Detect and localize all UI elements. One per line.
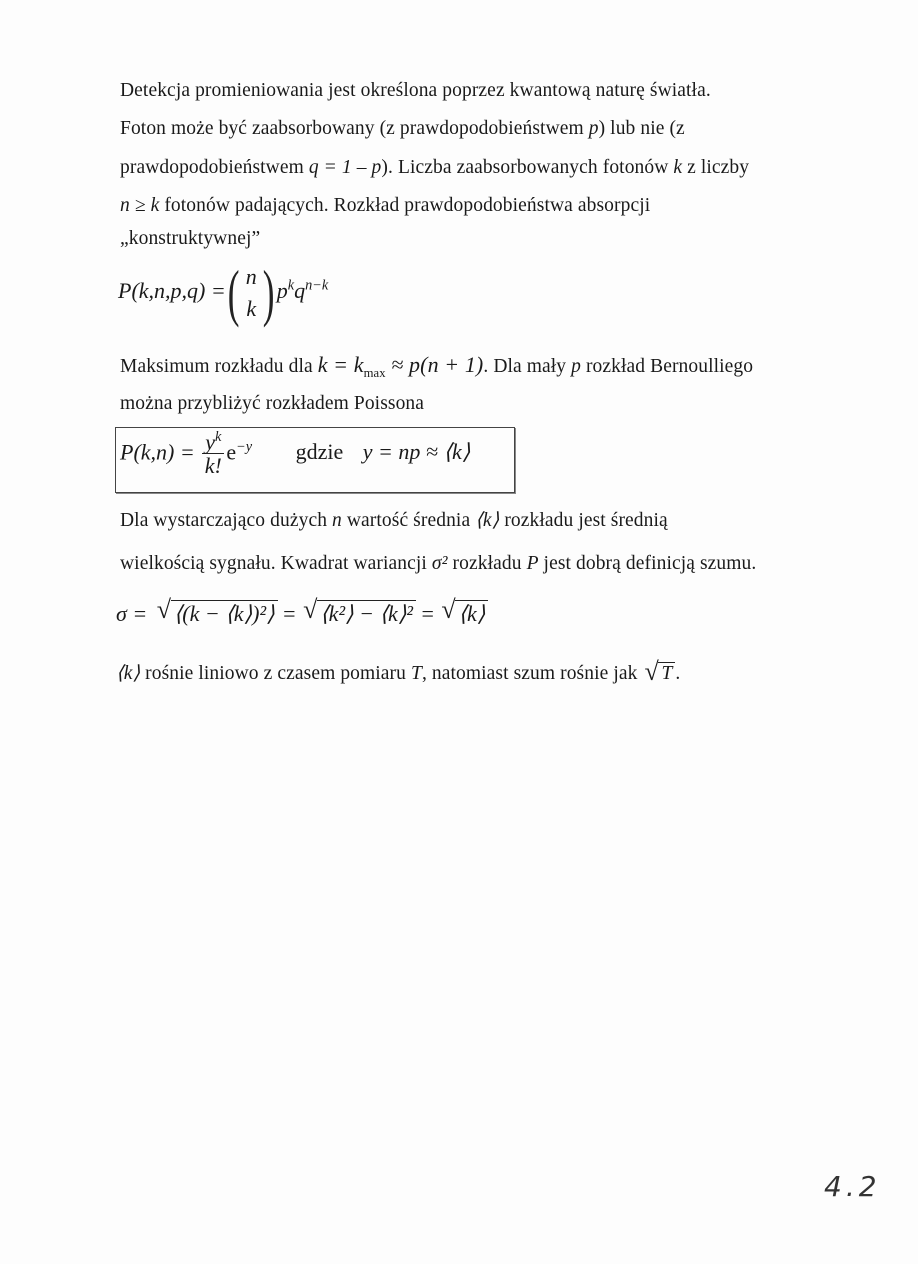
equation-sigma [116, 600, 488, 627]
fraction [202, 430, 224, 479]
text-line-7 [120, 393, 424, 415]
eq-rhs: y = np ≈ ⟨k⟩ [362, 439, 471, 465]
eq-lhs: P(k,n,p,q) = [118, 278, 226, 304]
math-k-kmax: k = k [317, 352, 364, 377]
frac-num-exp: k [214, 429, 222, 445]
binomial: ( n k ) [227, 257, 275, 328]
page-number: 4.2 [824, 1170, 881, 1203]
exp-power: −y [236, 438, 253, 455]
text: Detekcja promieniowania jest określona poprzez kwantową naturę światła. [120, 80, 711, 101]
sqrt-3 [455, 600, 488, 627]
text-line-10 [116, 661, 680, 685]
sqrt-T-content: T [661, 663, 673, 684]
text: rozkładu jest średnią [499, 510, 668, 531]
eq-q: q [294, 278, 306, 304]
sqrt-T [658, 662, 675, 685]
exp-base: e [226, 439, 237, 465]
text: rozkład Bernoulliego [580, 356, 754, 377]
text: rośnie liniowo z czasem pomiaru [140, 663, 411, 684]
text: z liczby [682, 157, 750, 178]
text: rozkładu [447, 553, 527, 574]
equals: = [416, 601, 440, 626]
text: , natomiast szum rośnie jak [421, 663, 643, 684]
sqrt-2-content: ⟨k²⟩ − ⟨k⟩² [320, 601, 413, 626]
text-line-8 [120, 508, 668, 532]
eq-q-exp: n−k [305, 277, 329, 294]
math-p: p [588, 118, 599, 139]
math-mean-k: ⟨k⟩ [475, 510, 500, 531]
gdzie-label: gdzie [295, 439, 344, 465]
math-sub-max: max [363, 365, 386, 380]
text: . [675, 663, 681, 684]
text: fotonów padających. Rozkład prawdopodobieństwa absorpcji [159, 195, 651, 216]
poisson-box [115, 427, 515, 493]
sqrt-1-content: ⟨(k − ⟨k⟩)²⟩ [173, 601, 275, 626]
math-P: P [526, 553, 539, 574]
math-k: k [673, 157, 683, 178]
text: Foton może być zaabsorbowany (z prawdopodobieństwem [120, 118, 589, 139]
eq-lhs: σ = [116, 601, 148, 626]
text-line-3 [120, 157, 749, 179]
math-approx: ≈ p(n + 1) [385, 352, 484, 377]
text: ). Liczba zaabsorbowanych fotonów [381, 157, 674, 178]
text: Dla wystarczająco dużych [120, 510, 333, 531]
binom-top: n [245, 264, 257, 289]
text-line-2 [120, 118, 685, 140]
text: Maksimum rozkładu dla [120, 356, 318, 377]
math-mean-k: ⟨k⟩ [116, 663, 141, 684]
eq-lhs: P(k,n) = [120, 439, 195, 465]
equation-poisson [120, 430, 470, 479]
frac-den: k! [204, 453, 222, 479]
text: wielkością sygnału. Kwadrat wariancji [120, 553, 432, 574]
text-line-6 [120, 352, 753, 381]
text: można przybliżyć rozkładem Poissona [120, 393, 425, 414]
equation-bernoulli [118, 257, 329, 328]
text-line-9 [120, 553, 756, 575]
equals: = [277, 601, 302, 626]
text-line-1 [120, 80, 711, 102]
math-n-ge-k: n ≥ k [120, 195, 160, 216]
frac-num: y [205, 429, 215, 455]
text-line-5 [120, 228, 260, 250]
text: wartość średnia [341, 510, 476, 531]
text: . Dla mały [483, 356, 572, 377]
sqrt-3-content: ⟨k⟩ [458, 601, 486, 626]
math-sigma-sq: σ² [431, 553, 448, 574]
binom-bottom: k [246, 296, 257, 321]
sqrt-2 [317, 600, 416, 627]
math-n: n [332, 510, 342, 531]
text: „konstruktywnej” [120, 228, 261, 249]
math-q: q = 1 – p [308, 157, 382, 178]
eq-p: p [276, 278, 288, 304]
text-line-4 [120, 195, 650, 217]
math-T: T [410, 663, 422, 684]
text: ) lub nie (z [598, 118, 685, 139]
text: prawdopodobieństwem [120, 157, 309, 178]
text: jest dobrą definicją szumu. [538, 553, 757, 574]
eq-p-exp: k [287, 277, 295, 294]
math-p: p [571, 356, 581, 377]
sqrt-1 [171, 600, 278, 627]
